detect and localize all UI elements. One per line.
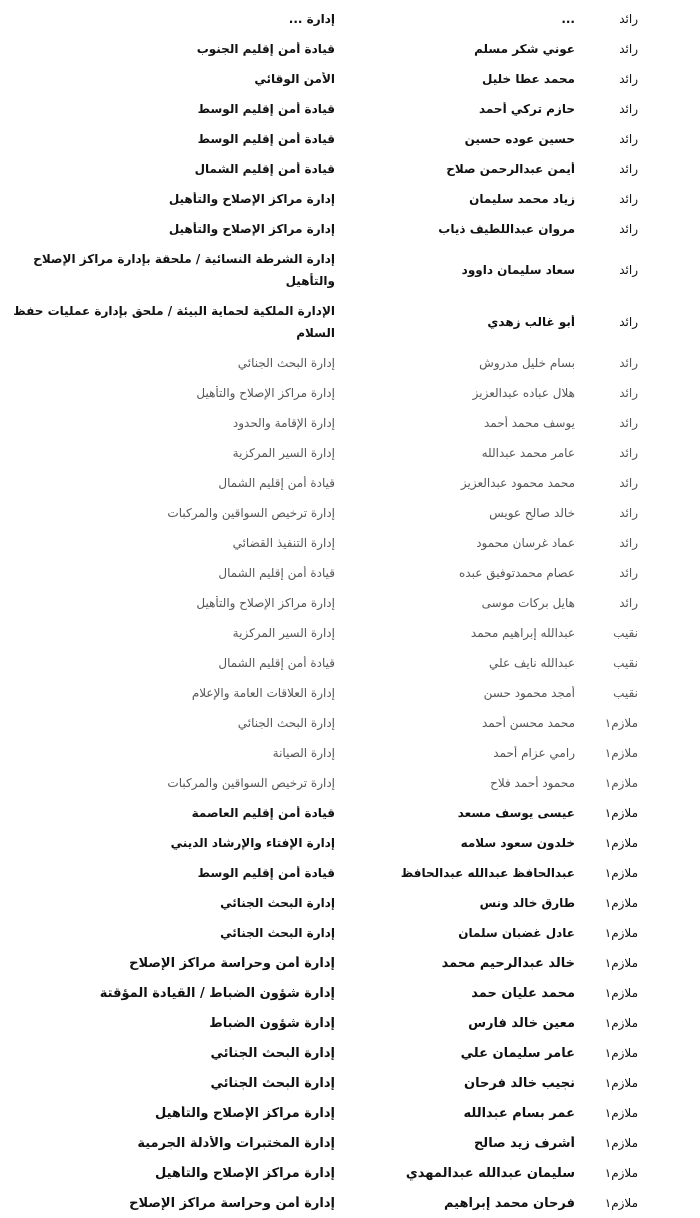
person-name: عادل غضبان سلمان (458, 926, 575, 940)
rank-label: ملازم١ (604, 836, 638, 850)
rank-label: رائد (619, 192, 638, 206)
rank-label: ملازم١ (604, 1196, 638, 1210)
list-row (0, 528, 700, 558)
rank-label: ملازم١ (604, 716, 638, 730)
personnel-list (0, 4, 700, 1218)
assigned-unit: إدارة البحث الجنائي (210, 1045, 335, 1061)
assigned-unit: إدارة أمن وحراسة مراكز الإصلاح (129, 1195, 335, 1211)
list-row (0, 888, 700, 918)
assigned-unit: الأمن الوقائي (254, 72, 335, 86)
rank-label: ملازم١ (604, 1106, 638, 1120)
list-row (0, 978, 700, 1008)
person-name: فرحان محمد إبراهيم (443, 1195, 575, 1211)
rank-label: رائد (619, 506, 638, 520)
assigned-unit: إدارة التنفيذ القضائي (232, 536, 335, 550)
list-row (0, 708, 700, 738)
person-name: سعاد سليمان داوود (461, 263, 575, 277)
assigned-unit: إدارة السير المركزية (232, 446, 335, 460)
person-name: محمد محسن أحمد (481, 716, 575, 730)
list-row (0, 828, 700, 858)
rank-label: رائد (619, 416, 638, 430)
assigned-unit: إدارة البحث الجنائي (237, 356, 335, 370)
list-row (0, 1008, 700, 1038)
person-name: محمود أحمد فلاح (490, 776, 575, 790)
assigned-unit: قيادة أمن إقليم الجنوب (196, 42, 335, 56)
rank-label: رائد (619, 222, 638, 236)
list-row (0, 618, 700, 648)
rank-label: رائد (619, 42, 638, 56)
rank-label: رائد (619, 132, 638, 146)
person-name: يوسف محمد أحمد (483, 416, 575, 430)
rank-label: ملازم١ (604, 776, 638, 790)
assigned-unit: قيادة أمن إقليم الشمال (218, 476, 335, 490)
rank-label: نقيب (613, 626, 638, 640)
list-row (0, 468, 700, 498)
rank-label: رائد (619, 102, 638, 116)
list-row (0, 1068, 700, 1098)
list-row (0, 648, 700, 678)
assigned-unit: إدارة أمن وحراسة مراكز الإصلاح (129, 955, 335, 971)
rank-label: ملازم١ (604, 1136, 638, 1150)
person-name: أبو غالب زهدي (487, 315, 575, 329)
person-name: أمجد محمود حسن (483, 686, 575, 700)
assigned-unit: إدارة مراكز الإصلاح والتأهيل (154, 1105, 335, 1121)
list-row (0, 34, 700, 64)
assigned-unit: إدارة شؤون الضباط (209, 1015, 335, 1031)
person-name: عبدالله نايف علي (489, 656, 575, 670)
list-row (0, 798, 700, 828)
assigned-unit: إدارة ترخيص السواقين والمركبات (167, 776, 335, 790)
assigned-unit: قيادة أمن إقليم الشمال (218, 656, 335, 670)
rank-label: ملازم١ (604, 866, 638, 880)
rank-label: ملازم١ (604, 1076, 638, 1090)
person-name: أيمن عبدالرحمن صلاح (446, 162, 575, 176)
list-row (0, 94, 700, 124)
assigned-unit: قيادة أمن إقليم الوسط (197, 132, 335, 146)
assigned-unit: إدارة المختبرات والأدلة الجرمية (137, 1135, 335, 1151)
rank-label: نقيب (613, 656, 638, 670)
rank-label: رائد (619, 315, 638, 329)
rank-label: ملازم١ (604, 986, 638, 1000)
person-name: عامر سليمان علي (460, 1045, 575, 1061)
rank-label: نقيب (613, 686, 638, 700)
rank-label: رائد (619, 386, 638, 400)
list-row (0, 768, 700, 798)
person-name: أشرف زيد صالح (473, 1135, 575, 1151)
list-row (0, 918, 700, 948)
list-row (0, 678, 700, 708)
person-name: خلدون سعود سلامه (460, 836, 575, 850)
list-row (0, 4, 700, 34)
rank-label: رائد (619, 263, 638, 277)
assigned-unit: إدارة شؤون الضباط / القيادة المؤقتة (99, 985, 335, 1001)
person-name: عصام محمدتوفيق عبده (459, 566, 575, 580)
list-row (0, 558, 700, 588)
person-name: سليمان عبدالله عبدالمهدي (405, 1165, 575, 1181)
list-row (0, 124, 700, 154)
assigned-unit: إدارة ... (288, 12, 335, 26)
list-row (0, 738, 700, 768)
assigned-unit: قيادة أمن إقليم العاصمة (191, 806, 335, 820)
list-row (0, 858, 700, 888)
person-name: بسام خليل مدروش (479, 356, 575, 370)
assigned-unit: إدارة البحث الجنائي (210, 1075, 335, 1091)
person-name: محمد محمود عبدالعزيز (460, 476, 575, 490)
list-row (0, 378, 700, 408)
assigned-unit: إدارة الإقامة والحدود (232, 416, 335, 430)
person-name: رامي عزام أحمد (493, 746, 575, 760)
person-name: عماد غرسان محمود (476, 536, 575, 550)
list-row (0, 408, 700, 438)
rank-label: رائد (619, 162, 638, 176)
rank-label: ملازم١ (604, 1166, 638, 1180)
assigned-unit: إدارة البحث الجنائي (237, 716, 335, 730)
person-name: حازم تركي أحمد (478, 102, 575, 116)
list-row (0, 214, 700, 244)
person-name: عوني شكر مسلم (474, 42, 575, 56)
rank-label: ملازم١ (604, 806, 638, 820)
rank-label: رائد (619, 566, 638, 580)
person-name: محمد عطا خليل (482, 72, 575, 86)
assigned-unit: إدارة البحث الجنائي (220, 896, 335, 910)
person-name: عيسى يوسف مسعد (457, 806, 575, 820)
rank-label: ملازم١ (604, 1046, 638, 1060)
person-name: عمر بسام عبدالله (463, 1105, 575, 1121)
rank-label: رائد (619, 356, 638, 370)
rank-label: ملازم١ (604, 1016, 638, 1030)
person-name: زياد محمد سليمان (469, 192, 575, 206)
assigned-unit: الإدارة الملكية لحماية البيئة / ملحق بإدارة عمليات حفظ السلام (13, 304, 335, 340)
assigned-unit: إدارة العلاقات العامة والإعلام (191, 686, 335, 700)
assigned-unit: قيادة أمن إقليم الشمال (218, 566, 335, 580)
list-row (0, 1158, 700, 1188)
list-row (0, 348, 700, 378)
assigned-unit: إدارة مراكز الإصلاح والتأهيل (168, 222, 335, 236)
person-name: حسين عوده حسين (464, 132, 575, 146)
list-row (0, 438, 700, 468)
person-name: خالد عبدالرحيم محمد (441, 955, 575, 971)
list-row (0, 1038, 700, 1068)
assigned-unit: قيادة أمن إقليم الوسط (197, 102, 335, 116)
list-row (0, 64, 700, 94)
list-row (0, 1128, 700, 1158)
rank-label: ملازم١ (604, 926, 638, 940)
person-name: محمد عليان حمد (471, 985, 575, 1001)
person-name: مروان عبداللطيف ذياب (438, 222, 575, 236)
assigned-unit: إدارة الشرطة النسائية / ملحقة بإدارة مراكز الإصلاح والتأهيل (33, 252, 335, 288)
list-row (0, 296, 700, 348)
assigned-unit: قيادة أمن إقليم الوسط (197, 866, 335, 880)
rank-label: رائد (619, 536, 638, 550)
person-name: هايل بركات موسى (481, 596, 575, 610)
list-row (0, 184, 700, 214)
rank-label: رائد (619, 596, 638, 610)
rank-label: رائد (619, 72, 638, 86)
assigned-unit: إدارة ترخيص السواقين والمركبات (167, 506, 335, 520)
person-name: طارق خالد ونس (479, 896, 575, 910)
person-name: خالد صالح عويس (489, 506, 575, 520)
rank-label: ملازم١ (604, 896, 638, 910)
assigned-unit: إدارة مراكز الإصلاح والتأهيل (196, 386, 335, 400)
list-row (0, 244, 700, 296)
assigned-unit: قيادة أمن إقليم الشمال (194, 162, 335, 176)
list-row (0, 498, 700, 528)
assigned-unit: إدارة الإفتاء والإرشاد الديني (170, 836, 335, 850)
person-name: معين خالد فارس (468, 1015, 575, 1031)
person-name: هلال عباده عبدالعزيز (472, 386, 575, 400)
rank-label: ملازم١ (604, 956, 638, 970)
person-name: عامر محمد عبدالله (481, 446, 575, 460)
rank-label: رائد (619, 12, 638, 26)
list-row (0, 1098, 700, 1128)
list-row (0, 948, 700, 978)
list-row (0, 154, 700, 184)
person-name: عبدالله إبراهيم محمد (470, 626, 575, 640)
rank-label: رائد (619, 476, 638, 490)
list-row (0, 588, 700, 618)
person-name: عبدالحافظ عبدالله عبدالحافظ (400, 866, 575, 880)
assigned-unit: إدارة مراكز الإصلاح والتأهيل (154, 1165, 335, 1181)
rank-label: ملازم١ (604, 746, 638, 760)
assigned-unit: إدارة الصيانة (272, 746, 335, 760)
assigned-unit: إدارة مراكز الإصلاح والتأهيل (196, 596, 335, 610)
assigned-unit: إدارة مراكز الإصلاح والتأهيل (168, 192, 335, 206)
assigned-unit: إدارة البحث الجنائي (220, 926, 335, 940)
assigned-unit: إدارة السير المركزية (232, 626, 335, 640)
person-name: ... (561, 12, 575, 26)
person-name: نجيب خالد فرحان (464, 1075, 575, 1091)
rank-label: رائد (619, 446, 638, 460)
list-row (0, 1188, 700, 1218)
